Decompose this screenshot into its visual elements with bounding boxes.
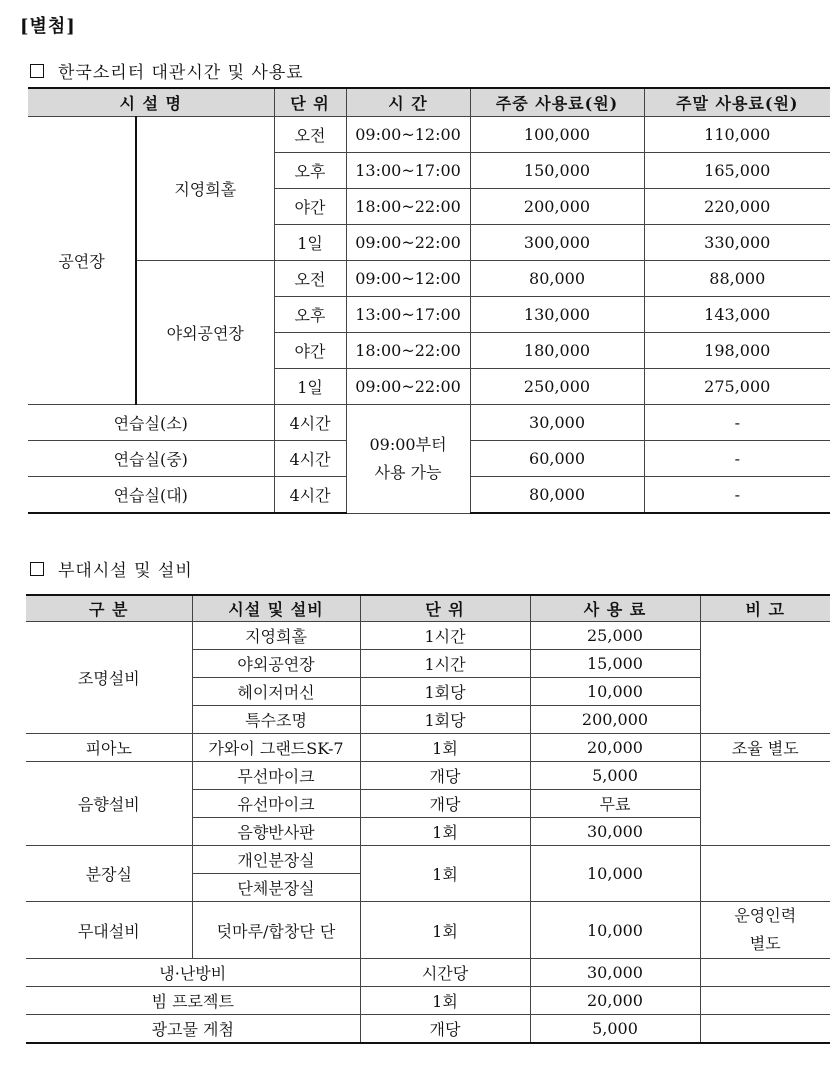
time-cell: 18:00~22:00: [346, 189, 470, 225]
time-cell: 09:00~12:00: [346, 261, 470, 297]
equipment-cell: 특수조명: [192, 706, 360, 734]
fee-cell: 20,000: [530, 734, 700, 762]
unit-cell: 시간당: [360, 959, 530, 987]
table-row: [28, 405, 830, 441]
time-cell: 18:00~22:00: [346, 333, 470, 369]
unit-cell: 오후: [274, 297, 346, 333]
section-title-rental-text: 한국소리터 대관시간 및 사용료: [58, 63, 304, 83]
practice-room-time: [346, 405, 470, 514]
table-row: [26, 1015, 830, 1044]
table-row: [26, 762, 830, 790]
weekday-fee-cell: 100,000: [470, 117, 644, 153]
note-line1: 운영인력: [734, 906, 797, 925]
note-cell: [700, 1015, 830, 1044]
fee-cell: 무료: [530, 790, 700, 818]
equipment-cell: 헤이저머신: [192, 678, 360, 706]
item-hvac: 냉·난방비: [26, 959, 360, 987]
time-cell: 09:00~22:00: [346, 369, 470, 405]
table-row: [26, 959, 830, 987]
unit-cell: 오전: [274, 261, 346, 297]
practice-time-line1: 09:00부터: [369, 434, 447, 454]
weekend-fee-cell: 275,000: [644, 369, 830, 405]
item-advertisement: 광고물 게첨: [26, 1015, 360, 1044]
category-sound: 음향설비: [26, 762, 192, 846]
note-cell: [700, 622, 830, 734]
item-projector: 빔 프로젝트: [26, 987, 360, 1015]
fee-cell: 30,000: [530, 959, 700, 987]
category-stage: 무대설비: [26, 902, 192, 959]
table-row: [26, 987, 830, 1015]
facility-outdoor-stage: 야외공연장: [136, 261, 274, 405]
table-header-row: [28, 88, 830, 117]
weekday-fee-cell: 250,000: [470, 369, 644, 405]
section-title-rental: [30, 58, 304, 83]
unit-cell: 야간: [274, 189, 346, 225]
weekday-fee-cell: 300,000: [470, 225, 644, 261]
unit-cell: 1회: [360, 846, 530, 902]
equipment-cell: 가와이 그랜드SK-7: [192, 734, 360, 762]
unit-cell: 오전: [274, 117, 346, 153]
weekend-fee-cell: 165,000: [644, 153, 830, 189]
header-equipment: 시설 및 설비: [192, 595, 360, 622]
fee-cell: 30,000: [530, 818, 700, 846]
header-weekday-fee: 주중 사용료(원): [470, 88, 644, 117]
note-cell: [700, 902, 830, 959]
unit-cell: 4시간: [274, 477, 346, 514]
weekend-fee-cell: 88,000: [644, 261, 830, 297]
fee-cell: 25,000: [530, 622, 700, 650]
fee-cell: 200,000: [530, 706, 700, 734]
header-time: 시 간: [346, 88, 470, 117]
weekend-fee-cell: 220,000: [644, 189, 830, 225]
fee-cell: 10,000: [530, 846, 700, 902]
facility-practice-room-small: 연습실(소): [28, 405, 274, 441]
weekend-fee-cell: 198,000: [644, 333, 830, 369]
equipment-cell: 무선마이크: [192, 762, 360, 790]
header-unit: 단 위: [274, 88, 346, 117]
equipment-cell: 음향반사판: [192, 818, 360, 846]
table-row: [26, 622, 830, 650]
equipment-cell: 지영희홀: [192, 622, 360, 650]
note-line2: 별도: [749, 934, 781, 953]
equipment-cell: 유선마이크: [192, 790, 360, 818]
table-row: [26, 846, 830, 874]
weekday-fee-cell: 180,000: [470, 333, 644, 369]
amenities-fee-table: [26, 594, 830, 1044]
unit-cell: 1회당: [360, 706, 530, 734]
table-row: [26, 902, 830, 959]
unit-cell: 개당: [360, 790, 530, 818]
unit-cell: 1회: [360, 987, 530, 1015]
unit-cell: 1시간: [360, 622, 530, 650]
unit-cell: 1회: [360, 818, 530, 846]
time-cell: 13:00~17:00: [346, 297, 470, 333]
unit-cell: 4시간: [274, 441, 346, 477]
time-cell: 13:00~17:00: [346, 153, 470, 189]
rental-fee-table: [28, 87, 830, 514]
header-weekend-fee: 주말 사용료(원): [644, 88, 830, 117]
table-row: [28, 261, 830, 297]
facility-jiyounghee-hall: 지영희홀: [136, 117, 274, 261]
category-piano: 피아노: [26, 734, 192, 762]
header-note: 비 고: [700, 595, 830, 622]
fee-cell: 20,000: [530, 987, 700, 1015]
checkbox-square-icon: [30, 562, 44, 576]
unit-cell: 1시간: [360, 650, 530, 678]
note-cell: [700, 762, 830, 846]
practice-time-line2: 사용 가능: [374, 462, 442, 482]
time-cell: 09:00~22:00: [346, 225, 470, 261]
weekday-fee-cell: 200,000: [470, 189, 644, 225]
weekday-fee-cell: 60,000: [470, 441, 644, 477]
unit-cell: 1회: [360, 902, 530, 959]
weekday-fee-cell: 80,000: [470, 261, 644, 297]
weekend-fee-cell: -: [644, 477, 830, 514]
unit-cell: 4시간: [274, 405, 346, 441]
fee-cell: 15,000: [530, 650, 700, 678]
table-row: [28, 117, 830, 153]
page-heading: [별첨]: [20, 16, 76, 37]
category-dressing-room: 분장실: [26, 846, 192, 902]
equipment-cell: 개인분장실: [192, 846, 360, 874]
weekday-fee-cell: 30,000: [470, 405, 644, 441]
equipment-cell: 덧마루/합창단 단: [192, 902, 360, 959]
facility-practice-room-large: 연습실(대): [28, 477, 274, 514]
equipment-cell: 단체분장실: [192, 874, 360, 902]
time-cell: 09:00~12:00: [346, 117, 470, 153]
facility-practice-room-medium: 연습실(중): [28, 441, 274, 477]
equipment-cell: 야외공연장: [192, 650, 360, 678]
section-title-amenities: [30, 556, 193, 581]
weekend-fee-cell: -: [644, 405, 830, 441]
weekday-fee-cell: 150,000: [470, 153, 644, 189]
note-cell: [700, 959, 830, 987]
category-lighting: 조명설비: [26, 622, 192, 734]
fee-cell: 5,000: [530, 762, 700, 790]
weekend-fee-cell: 330,000: [644, 225, 830, 261]
header-facility: 시 설 명: [28, 88, 274, 117]
section-title-amenities-text: 부대시설 및 설비: [58, 561, 193, 581]
unit-cell: 야간: [274, 333, 346, 369]
header-fee: 사 용 료: [530, 595, 700, 622]
note-cell: [700, 846, 830, 902]
weekend-fee-cell: 110,000: [644, 117, 830, 153]
unit-cell: 1일: [274, 225, 346, 261]
weekday-fee-cell: 80,000: [470, 477, 644, 514]
unit-cell: 1일: [274, 369, 346, 405]
unit-cell: 오후: [274, 153, 346, 189]
note-cell: [700, 987, 830, 1015]
table-header-row: [26, 595, 830, 622]
header-unit: 단 위: [360, 595, 530, 622]
checkbox-square-icon: [30, 64, 44, 78]
unit-cell: 1회당: [360, 678, 530, 706]
weekday-fee-cell: 130,000: [470, 297, 644, 333]
header-category: 구 분: [26, 595, 192, 622]
note-cell: 조율 별도: [700, 734, 830, 762]
unit-cell: 개당: [360, 1015, 530, 1044]
table-row: [26, 734, 830, 762]
weekend-fee-cell: -: [644, 441, 830, 477]
group-performance-hall: 공연장: [28, 117, 136, 405]
fee-cell: 10,000: [530, 902, 700, 959]
unit-cell: 개당: [360, 762, 530, 790]
fee-cell: 5,000: [530, 1015, 700, 1044]
unit-cell: 1회: [360, 734, 530, 762]
weekend-fee-cell: 143,000: [644, 297, 830, 333]
fee-cell: 10,000: [530, 678, 700, 706]
